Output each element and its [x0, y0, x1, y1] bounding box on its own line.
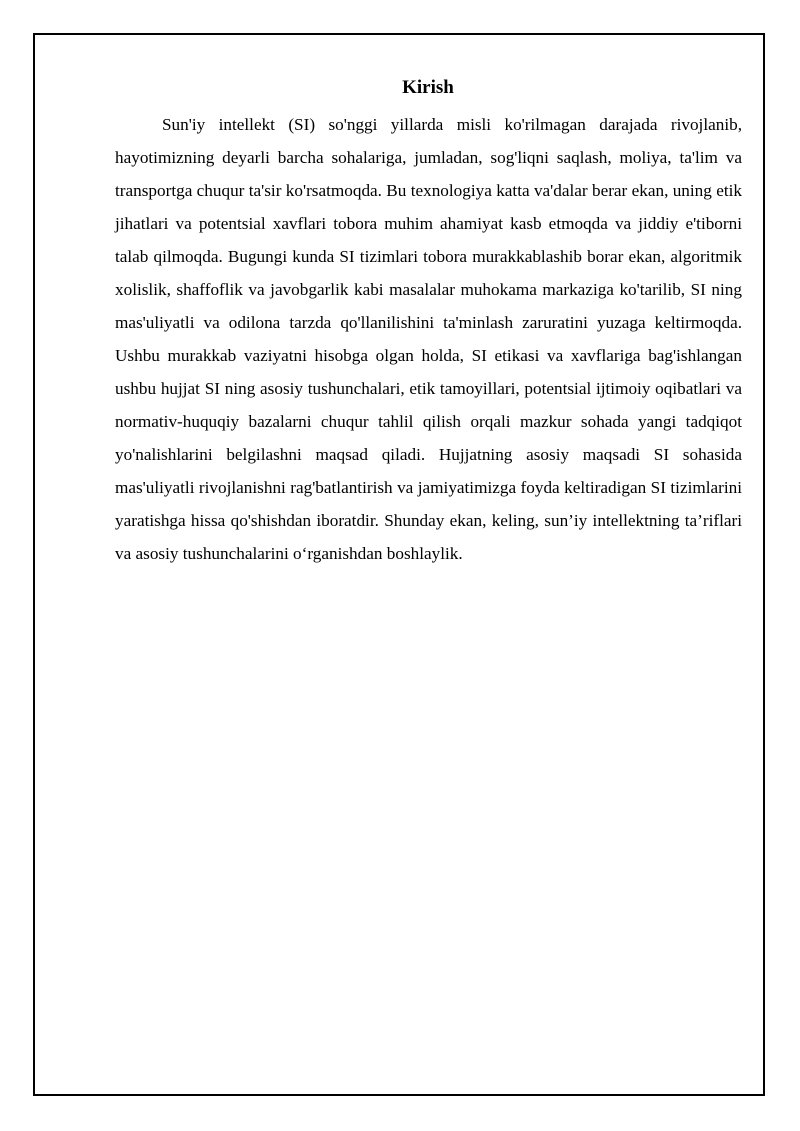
section-title: Kirish: [402, 77, 454, 98]
intro-paragraph: Sun'iy intellekt (SI) so'nggi yillarda misli ko'rilmagan darajada rivojlanib, hayotimizning deyarli barcha sohalariga, jumladan, sog'liqni saqlash, moliya, ta'lim va transportga chuqur ta'sir ko'rsatmoqda. Bu texnologiya katta va'dalar berar ekan, uning etik jihatlari va potentsial xavflari tobora muhim ahamiyat kasb etmoqda va jiddiy e'tiborni talab qilmoqda. Bugungi kunda SI tizimlari tobora murakkablashib borar ekan, algoritmik xolislik, shaffoflik va javobgarlik kabi masalalar muhokama markaziga ko'tarilib, SI ning mas'uliyatli va odilona tarzda qo'llanilishini ta'minlash zaruratini yuzaga keltirmoqda. Ushbu murakkab vaziyatni hisobga olgan holda, SI etikasi va xavflariga bag'ishlangan ushbu hujjat SI ning asosiy tushunchalari, etik tamoyillari, potentsial ijtimoiy oqibatlari va normativ-huquqiy bazalarni chuqur tahlil qilish orqali mazkur sohada yangi tadqiqot yo'nalishlarini belgilashni maqsad qiladi. Hujjatning asosiy maqsadi SI sohasida mas'uliyatli rivojlanishni rag'batlantirish va jamiyatimizga foyda keltiradigan SI tizimlarini yaratishga hissa qo'shishdan iboratdir. Shunday ekan, keling, sun’iy intellektning ta’riflari va asosiy tushunchalarini o‘rganishdan boshlaylik.: [115, 115, 742, 563]
